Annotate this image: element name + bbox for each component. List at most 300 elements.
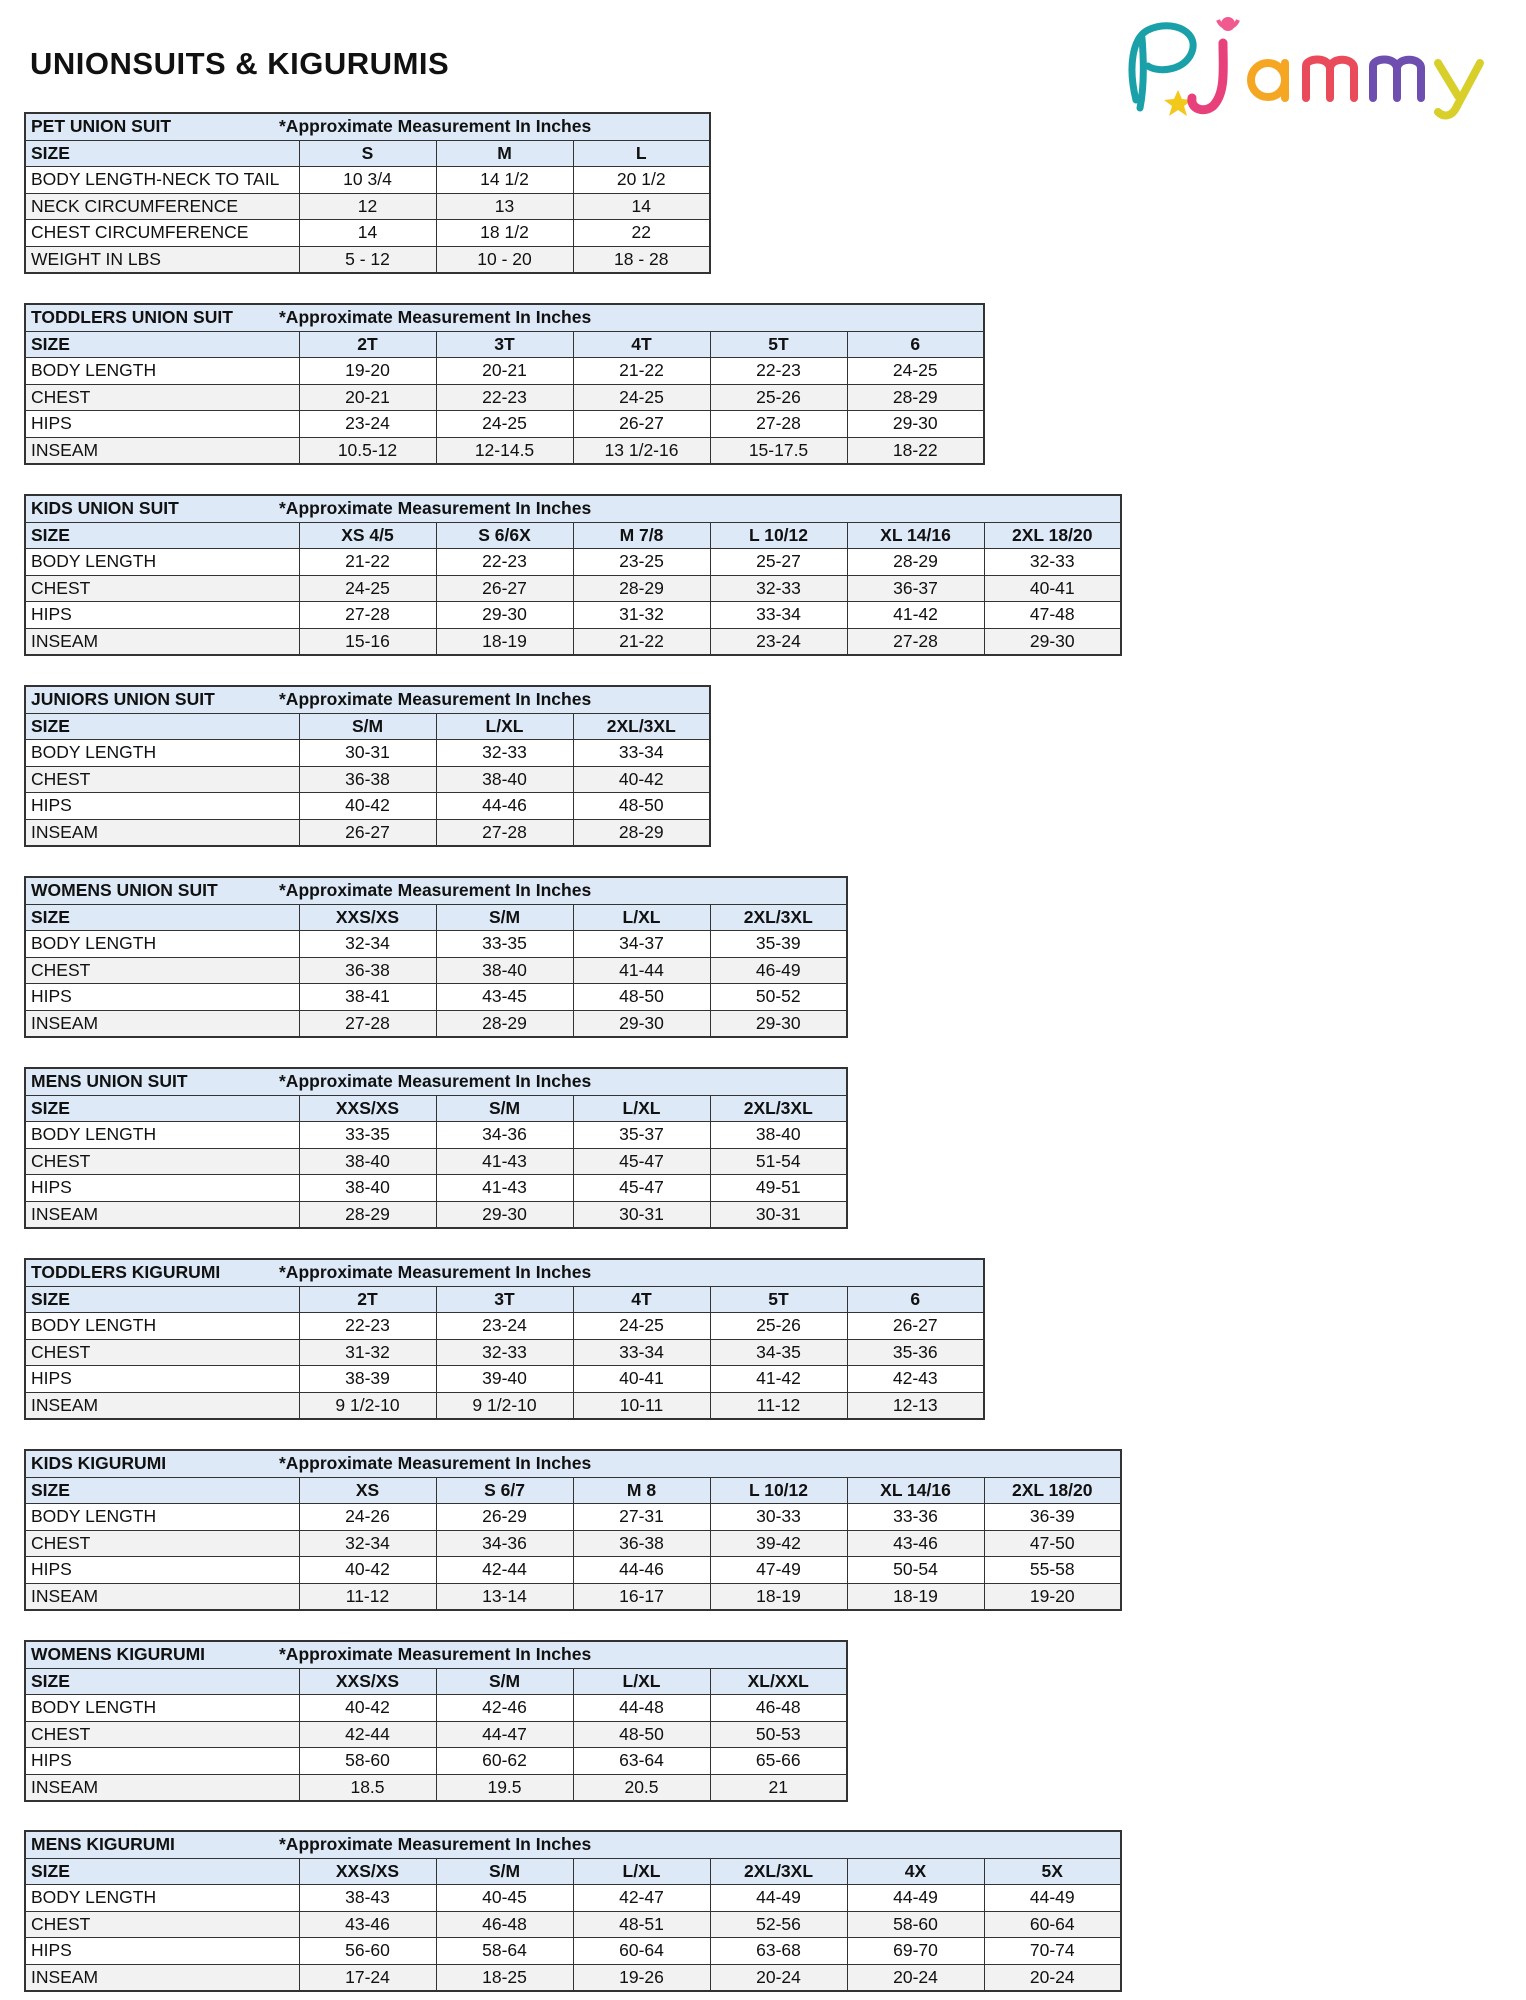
measurement-value: 40-42 <box>299 793 436 820</box>
measurement-value: 11-12 <box>710 1392 847 1419</box>
table-row <box>25 1964 1121 1991</box>
measurement-label: CHEST <box>25 957 299 984</box>
measurement-label: CHEST <box>25 384 299 411</box>
size-column-header: 2XL 18/20 <box>984 1477 1121 1504</box>
measurement-value: 22-23 <box>436 384 573 411</box>
measurement-value: 36-38 <box>299 957 436 984</box>
measurement-value: 32-33 <box>710 575 847 602</box>
size-row <box>25 713 710 740</box>
measurement-value: 22-23 <box>299 1313 436 1340</box>
measurement-value: 32-33 <box>436 740 573 767</box>
measurement-value: 33-34 <box>573 740 710 767</box>
table-row <box>25 1721 847 1748</box>
measurement-value: 14 1/2 <box>436 167 573 194</box>
measurement-value: 48-51 <box>573 1911 710 1938</box>
pjammy-logo-graphic <box>1118 8 1518 123</box>
table-header <box>25 304 984 331</box>
size-column-header: L <box>573 140 710 167</box>
measurement-value: 29-30 <box>984 628 1121 655</box>
size-label: SIZE <box>25 140 299 167</box>
measurement-note: *Approximate Measurement In Inches <box>279 1834 592 1855</box>
measurement-value: 41-43 <box>436 1148 573 1175</box>
measurement-value: 33-35 <box>436 931 573 958</box>
measurement-value: 20-24 <box>847 1964 984 1991</box>
table-header <box>25 1641 847 1668</box>
measurement-value: 44-48 <box>573 1695 710 1722</box>
table-header <box>25 1068 847 1095</box>
measurement-value: 30-31 <box>710 1201 847 1228</box>
size-column-header: S/M <box>436 1095 573 1122</box>
measurement-note: *Approximate Measurement In Inches <box>279 689 592 710</box>
measurement-value: 24-25 <box>299 575 436 602</box>
measurement-value: 40-42 <box>573 766 710 793</box>
size-label: SIZE <box>25 713 299 740</box>
table-row <box>25 1911 1121 1938</box>
measurement-value: 20 1/2 <box>573 167 710 194</box>
measurement-note: *Approximate Measurement In Inches <box>279 1453 592 1474</box>
measurement-note: *Approximate Measurement In Inches <box>279 307 592 328</box>
table-header-cell <box>25 1450 1121 1477</box>
size-column-header: S <box>299 140 436 167</box>
measurement-value: 19-26 <box>573 1964 710 1991</box>
measurement-value: 29-30 <box>436 1201 573 1228</box>
measurement-value: 21-22 <box>573 628 710 655</box>
measurement-value: 41-42 <box>710 1366 847 1393</box>
size-chart-table <box>24 876 848 1038</box>
measurement-value: 35-36 <box>847 1339 984 1366</box>
measurement-value: 28-29 <box>847 549 984 576</box>
measurement-value: 27-28 <box>710 411 847 438</box>
measurement-value: 60-64 <box>573 1938 710 1965</box>
size-column-header: M 7/8 <box>573 522 710 549</box>
measurement-value: 14 <box>299 220 436 247</box>
table-header <box>25 1831 1121 1858</box>
size-column-header: 2XL/3XL <box>710 904 847 931</box>
measurement-value: 20-24 <box>984 1964 1121 1991</box>
size-column-header: 6 <box>847 1286 984 1313</box>
measurement-value: 21 <box>710 1774 847 1801</box>
size-label: SIZE <box>25 1286 299 1313</box>
measurement-value: 43-45 <box>436 984 573 1011</box>
measurement-value: 46-48 <box>710 1695 847 1722</box>
measurement-value: 47-49 <box>710 1557 847 1584</box>
measurement-value: 49-51 <box>710 1175 847 1202</box>
measurement-value: 19-20 <box>299 358 436 385</box>
measurement-value: 65-66 <box>710 1748 847 1775</box>
size-column-header: 4T <box>573 331 710 358</box>
measurement-value: 19-20 <box>984 1583 1121 1610</box>
measurement-value: 32-33 <box>984 549 1121 576</box>
measurement-value: 42-44 <box>436 1557 573 1584</box>
measurement-value: 50-54 <box>847 1557 984 1584</box>
measurement-value: 42-43 <box>847 1366 984 1393</box>
measurement-value: 35-37 <box>573 1122 710 1149</box>
measurement-value: 44-49 <box>984 1885 1121 1912</box>
measurement-value: 38-40 <box>436 766 573 793</box>
measurement-value: 17-24 <box>299 1964 436 1991</box>
measurement-value: 27-31 <box>573 1504 710 1531</box>
measurement-value: 30-31 <box>299 740 436 767</box>
measurement-value: 14 <box>573 193 710 220</box>
measurement-value: 34-35 <box>710 1339 847 1366</box>
measurement-value: 20-21 <box>436 358 573 385</box>
size-column-header: 2XL/3XL <box>573 713 710 740</box>
measurement-value: 18 - 28 <box>573 246 710 273</box>
measurement-label: HIPS <box>25 793 299 820</box>
table-title: TODDLERS KIGURUMI <box>31 1262 221 1283</box>
measurement-value: 48-50 <box>573 1721 710 1748</box>
measurement-value: 36-38 <box>299 766 436 793</box>
table-title: WOMENS KIGURUMI <box>31 1644 206 1665</box>
measurement-value: 18 1/2 <box>436 220 573 247</box>
measurement-label: INSEAM <box>25 1583 299 1610</box>
table-header <box>25 1259 984 1286</box>
size-column-header: S 6/7 <box>436 1477 573 1504</box>
measurement-value: 58-64 <box>436 1938 573 1965</box>
size-chart-table <box>24 1640 848 1802</box>
measurement-value: 28-29 <box>436 1010 573 1037</box>
table-row <box>25 193 710 220</box>
measurement-value: 11-12 <box>299 1583 436 1610</box>
size-column-header: S 6/6X <box>436 522 573 549</box>
table-row <box>25 793 710 820</box>
measurement-note: *Approximate Measurement In Inches <box>279 498 592 519</box>
size-chart-table <box>24 494 1122 656</box>
table-row <box>25 1938 1121 1965</box>
size-column-header: L 10/12 <box>710 1477 847 1504</box>
measurement-value: 39-40 <box>436 1366 573 1393</box>
measurement-label: BODY LENGTH <box>25 740 299 767</box>
measurement-value: 18-22 <box>847 437 984 464</box>
size-row <box>25 904 847 931</box>
measurement-value: 20.5 <box>573 1774 710 1801</box>
measurement-label: BODY LENGTH <box>25 358 299 385</box>
table-row <box>25 246 710 273</box>
measurement-value: 36-37 <box>847 575 984 602</box>
size-row <box>25 140 710 167</box>
size-label: SIZE <box>25 1477 299 1504</box>
table-header-cell <box>25 1259 984 1286</box>
measurement-label: HIPS <box>25 1748 299 1775</box>
measurement-label: HIPS <box>25 1557 299 1584</box>
size-column-header: 3T <box>436 1286 573 1313</box>
measurement-value: 10.5-12 <box>299 437 436 464</box>
size-column-header: 4X <box>847 1858 984 1885</box>
table-row <box>25 602 1121 629</box>
measurement-note: *Approximate Measurement In Inches <box>279 1071 592 1092</box>
measurement-value: 26-27 <box>573 411 710 438</box>
measurement-value: 26-27 <box>847 1313 984 1340</box>
measurement-label: CHEST <box>25 575 299 602</box>
size-column-header: S/M <box>436 1858 573 1885</box>
measurement-value: 45-47 <box>573 1175 710 1202</box>
measurement-note: *Approximate Measurement In Inches <box>279 880 592 901</box>
measurement-value: 25-26 <box>710 1313 847 1340</box>
size-row <box>25 522 1121 549</box>
size-label: SIZE <box>25 331 299 358</box>
measurement-value: 46-48 <box>436 1911 573 1938</box>
table-header-cell <box>25 1068 847 1095</box>
measurement-value: 40-42 <box>299 1695 436 1722</box>
table-header <box>25 1450 1121 1477</box>
size-row <box>25 1858 1121 1885</box>
size-row <box>25 1668 847 1695</box>
measurement-label: BODY LENGTH-NECK TO TAIL <box>25 167 299 194</box>
measurement-value: 26-29 <box>436 1504 573 1531</box>
size-column-header: 5X <box>984 1858 1121 1885</box>
measurement-value: 33-34 <box>710 602 847 629</box>
measurement-value: 10 3/4 <box>299 167 436 194</box>
measurement-label: BODY LENGTH <box>25 931 299 958</box>
measurement-value: 19.5 <box>436 1774 573 1801</box>
size-column-header: L/XL <box>573 1668 710 1695</box>
measurement-label: BODY LENGTH <box>25 549 299 576</box>
table-row <box>25 1392 984 1419</box>
measurement-value: 12-14.5 <box>436 437 573 464</box>
measurement-value: 21-22 <box>299 549 436 576</box>
measurement-value: 5 - 12 <box>299 246 436 273</box>
measurement-value: 41-43 <box>436 1175 573 1202</box>
measurement-label: CHEST <box>25 1148 299 1175</box>
measurement-value: 48-50 <box>573 984 710 1011</box>
table-row <box>25 549 1121 576</box>
measurement-label: INSEAM <box>25 1010 299 1037</box>
table-title: KIDS KIGURUMI <box>31 1453 167 1474</box>
measurement-value: 25-26 <box>710 384 847 411</box>
measurement-value: 38-43 <box>299 1885 436 1912</box>
measurement-value: 60-64 <box>984 1911 1121 1938</box>
measurement-value: 10-11 <box>573 1392 710 1419</box>
measurement-value: 48-50 <box>573 793 710 820</box>
measurement-value: 44-46 <box>573 1557 710 1584</box>
measurement-value: 39-42 <box>710 1530 847 1557</box>
measurement-label: BODY LENGTH <box>25 1122 299 1149</box>
measurement-note: *Approximate Measurement In Inches <box>279 116 592 137</box>
measurement-label: INSEAM <box>25 1964 299 1991</box>
measurement-value: 32-34 <box>299 931 436 958</box>
measurement-value: 38-41 <box>299 984 436 1011</box>
table-row <box>25 437 984 464</box>
table-row <box>25 984 847 1011</box>
measurement-value: 58-60 <box>299 1748 436 1775</box>
measurement-value: 52-56 <box>710 1911 847 1938</box>
size-column-header: XXS/XS <box>299 1095 436 1122</box>
table-header-cell <box>25 686 710 713</box>
size-chart-table <box>24 1830 1122 1992</box>
measurement-value: 58-60 <box>847 1911 984 1938</box>
table-row <box>25 1557 1121 1584</box>
table-title: MENS KIGURUMI <box>31 1834 175 1855</box>
measurement-value: 30-33 <box>710 1504 847 1531</box>
table-row <box>25 766 710 793</box>
measurement-value: 15-17.5 <box>710 437 847 464</box>
table-row <box>25 384 984 411</box>
size-label: SIZE <box>25 904 299 931</box>
table-header-cell <box>25 1831 1121 1858</box>
measurement-value: 29-30 <box>573 1010 710 1037</box>
table-row <box>25 1313 984 1340</box>
table-row <box>25 1885 1121 1912</box>
table-row <box>25 1010 847 1037</box>
measurement-value: 32-33 <box>436 1339 573 1366</box>
measurement-value: 23-24 <box>710 628 847 655</box>
table-row <box>25 1122 847 1149</box>
measurement-label: CHEST <box>25 1339 299 1366</box>
size-chart-table <box>24 1449 1122 1611</box>
measurement-value: 18-19 <box>847 1583 984 1610</box>
size-column-header: L/XL <box>573 904 710 931</box>
measurement-value: 36-38 <box>573 1530 710 1557</box>
measurement-value: 40-45 <box>436 1885 573 1912</box>
size-column-header: S/M <box>299 713 436 740</box>
size-column-header: 3T <box>436 331 573 358</box>
size-column-header: 2XL/3XL <box>710 1858 847 1885</box>
size-column-header: 2XL/3XL <box>710 1095 847 1122</box>
measurement-value: 26-27 <box>299 819 436 846</box>
table-row <box>25 1175 847 1202</box>
page-title: UNIONSUITS & KIGURUMIS <box>30 46 450 81</box>
table-header <box>25 877 847 904</box>
table-title: JUNIORS UNION SUIT <box>31 689 215 710</box>
table-header <box>25 686 710 713</box>
table-row <box>25 957 847 984</box>
size-column-header: XXS/XS <box>299 1668 436 1695</box>
measurement-value: 28-29 <box>573 819 710 846</box>
measurement-value: 24-25 <box>573 384 710 411</box>
measurement-value: 22 <box>573 220 710 247</box>
measurement-label: CHEST <box>25 1530 299 1557</box>
measurement-label: INSEAM <box>25 437 299 464</box>
measurement-value: 24-25 <box>436 411 573 438</box>
measurement-label: INSEAM <box>25 1392 299 1419</box>
size-chart-table <box>24 303 985 465</box>
measurement-value: 15-16 <box>299 628 436 655</box>
size-label: SIZE <box>25 1858 299 1885</box>
measurement-value: 18-19 <box>710 1583 847 1610</box>
measurement-note: *Approximate Measurement In Inches <box>279 1644 592 1665</box>
measurement-value: 38-40 <box>710 1122 847 1149</box>
measurement-value: 26-27 <box>436 575 573 602</box>
size-column-header: 2T <box>299 331 436 358</box>
measurement-value: 38-39 <box>299 1366 436 1393</box>
measurement-label: INSEAM <box>25 1774 299 1801</box>
measurement-label: BODY LENGTH <box>25 1504 299 1531</box>
measurement-label: WEIGHT IN LBS <box>25 246 299 273</box>
table-row <box>25 740 710 767</box>
size-row <box>25 1095 847 1122</box>
table-row <box>25 1530 1121 1557</box>
table-row <box>25 358 984 385</box>
measurement-value: 24-26 <box>299 1504 436 1531</box>
measurement-value: 30-31 <box>573 1201 710 1228</box>
measurement-value: 47-48 <box>984 602 1121 629</box>
measurement-value: 9 1/2-10 <box>299 1392 436 1419</box>
measurement-value: 47-50 <box>984 1530 1121 1557</box>
measurement-value: 33-36 <box>847 1504 984 1531</box>
measurement-value: 28-29 <box>573 575 710 602</box>
table-row <box>25 628 1121 655</box>
measurement-value: 18-25 <box>436 1964 573 1991</box>
measurement-value: 60-62 <box>436 1748 573 1775</box>
measurement-value: 28-29 <box>299 1201 436 1228</box>
measurement-value: 70-74 <box>984 1938 1121 1965</box>
measurement-value: 56-60 <box>299 1938 436 1965</box>
measurement-value: 44-47 <box>436 1721 573 1748</box>
measurement-value: 42-46 <box>436 1695 573 1722</box>
measurement-value: 43-46 <box>299 1911 436 1938</box>
size-column-header: 2XL 18/20 <box>984 522 1121 549</box>
measurement-label: CHEST <box>25 1911 299 1938</box>
measurement-label: CHEST CIRCUMFERENCE <box>25 220 299 247</box>
measurement-value: 69-70 <box>847 1938 984 1965</box>
size-column-header: M <box>436 140 573 167</box>
table-row <box>25 1339 984 1366</box>
size-chart-table <box>24 1067 848 1229</box>
table-row <box>25 1774 847 1801</box>
measurement-value: 50-53 <box>710 1721 847 1748</box>
measurement-value: 27-28 <box>299 1010 436 1037</box>
size-column-header: M 8 <box>573 1477 710 1504</box>
table-row <box>25 411 984 438</box>
measurement-value: 18-19 <box>436 628 573 655</box>
table-title: MENS UNION SUIT <box>31 1071 188 1092</box>
measurement-value: 41-44 <box>573 957 710 984</box>
measurement-value: 29-30 <box>710 1010 847 1037</box>
measurement-label: INSEAM <box>25 628 299 655</box>
measurement-value: 40-42 <box>299 1557 436 1584</box>
measurement-label: NECK CIRCUMFERENCE <box>25 193 299 220</box>
measurement-label: HIPS <box>25 1938 299 1965</box>
size-column-header: XL 14/16 <box>847 1477 984 1504</box>
measurement-value: 12-13 <box>847 1392 984 1419</box>
measurement-label: HIPS <box>25 984 299 1011</box>
measurement-value: 38-40 <box>299 1148 436 1175</box>
table-title: KIDS UNION SUIT <box>31 498 179 519</box>
table-row <box>25 1748 847 1775</box>
measurement-value: 21-22 <box>573 358 710 385</box>
size-column-header: L 10/12 <box>710 522 847 549</box>
measurement-label: BODY LENGTH <box>25 1885 299 1912</box>
measurement-value: 27-28 <box>299 602 436 629</box>
size-row <box>25 331 984 358</box>
table-row <box>25 1583 1121 1610</box>
measurement-value: 24-25 <box>847 358 984 385</box>
measurement-value: 13 1/2-16 <box>573 437 710 464</box>
measurement-label: HIPS <box>25 602 299 629</box>
measurement-value: 34-37 <box>573 931 710 958</box>
size-chart-table <box>24 1258 985 1420</box>
measurement-value: 33-34 <box>573 1339 710 1366</box>
table-row <box>25 1148 847 1175</box>
measurement-value: 23-24 <box>436 1313 573 1340</box>
measurement-value: 23-25 <box>573 549 710 576</box>
size-chart-table <box>24 112 711 274</box>
table-title: PET UNION SUIT <box>31 116 172 137</box>
measurement-value: 12 <box>299 193 436 220</box>
size-column-header: XS 4/5 <box>299 522 436 549</box>
measurement-label: HIPS <box>25 1366 299 1393</box>
measurement-label: CHEST <box>25 1721 299 1748</box>
table-row <box>25 575 1121 602</box>
size-column-header: L/XL <box>573 1858 710 1885</box>
measurement-value: 9 1/2-10 <box>436 1392 573 1419</box>
measurement-value: 55-58 <box>984 1557 1121 1584</box>
measurement-value: 41-42 <box>847 602 984 629</box>
table-header-cell <box>25 1641 847 1668</box>
measurement-value: 44-49 <box>710 1885 847 1912</box>
measurement-note: *Approximate Measurement In Inches <box>279 1262 592 1283</box>
table-header-cell <box>25 113 710 140</box>
